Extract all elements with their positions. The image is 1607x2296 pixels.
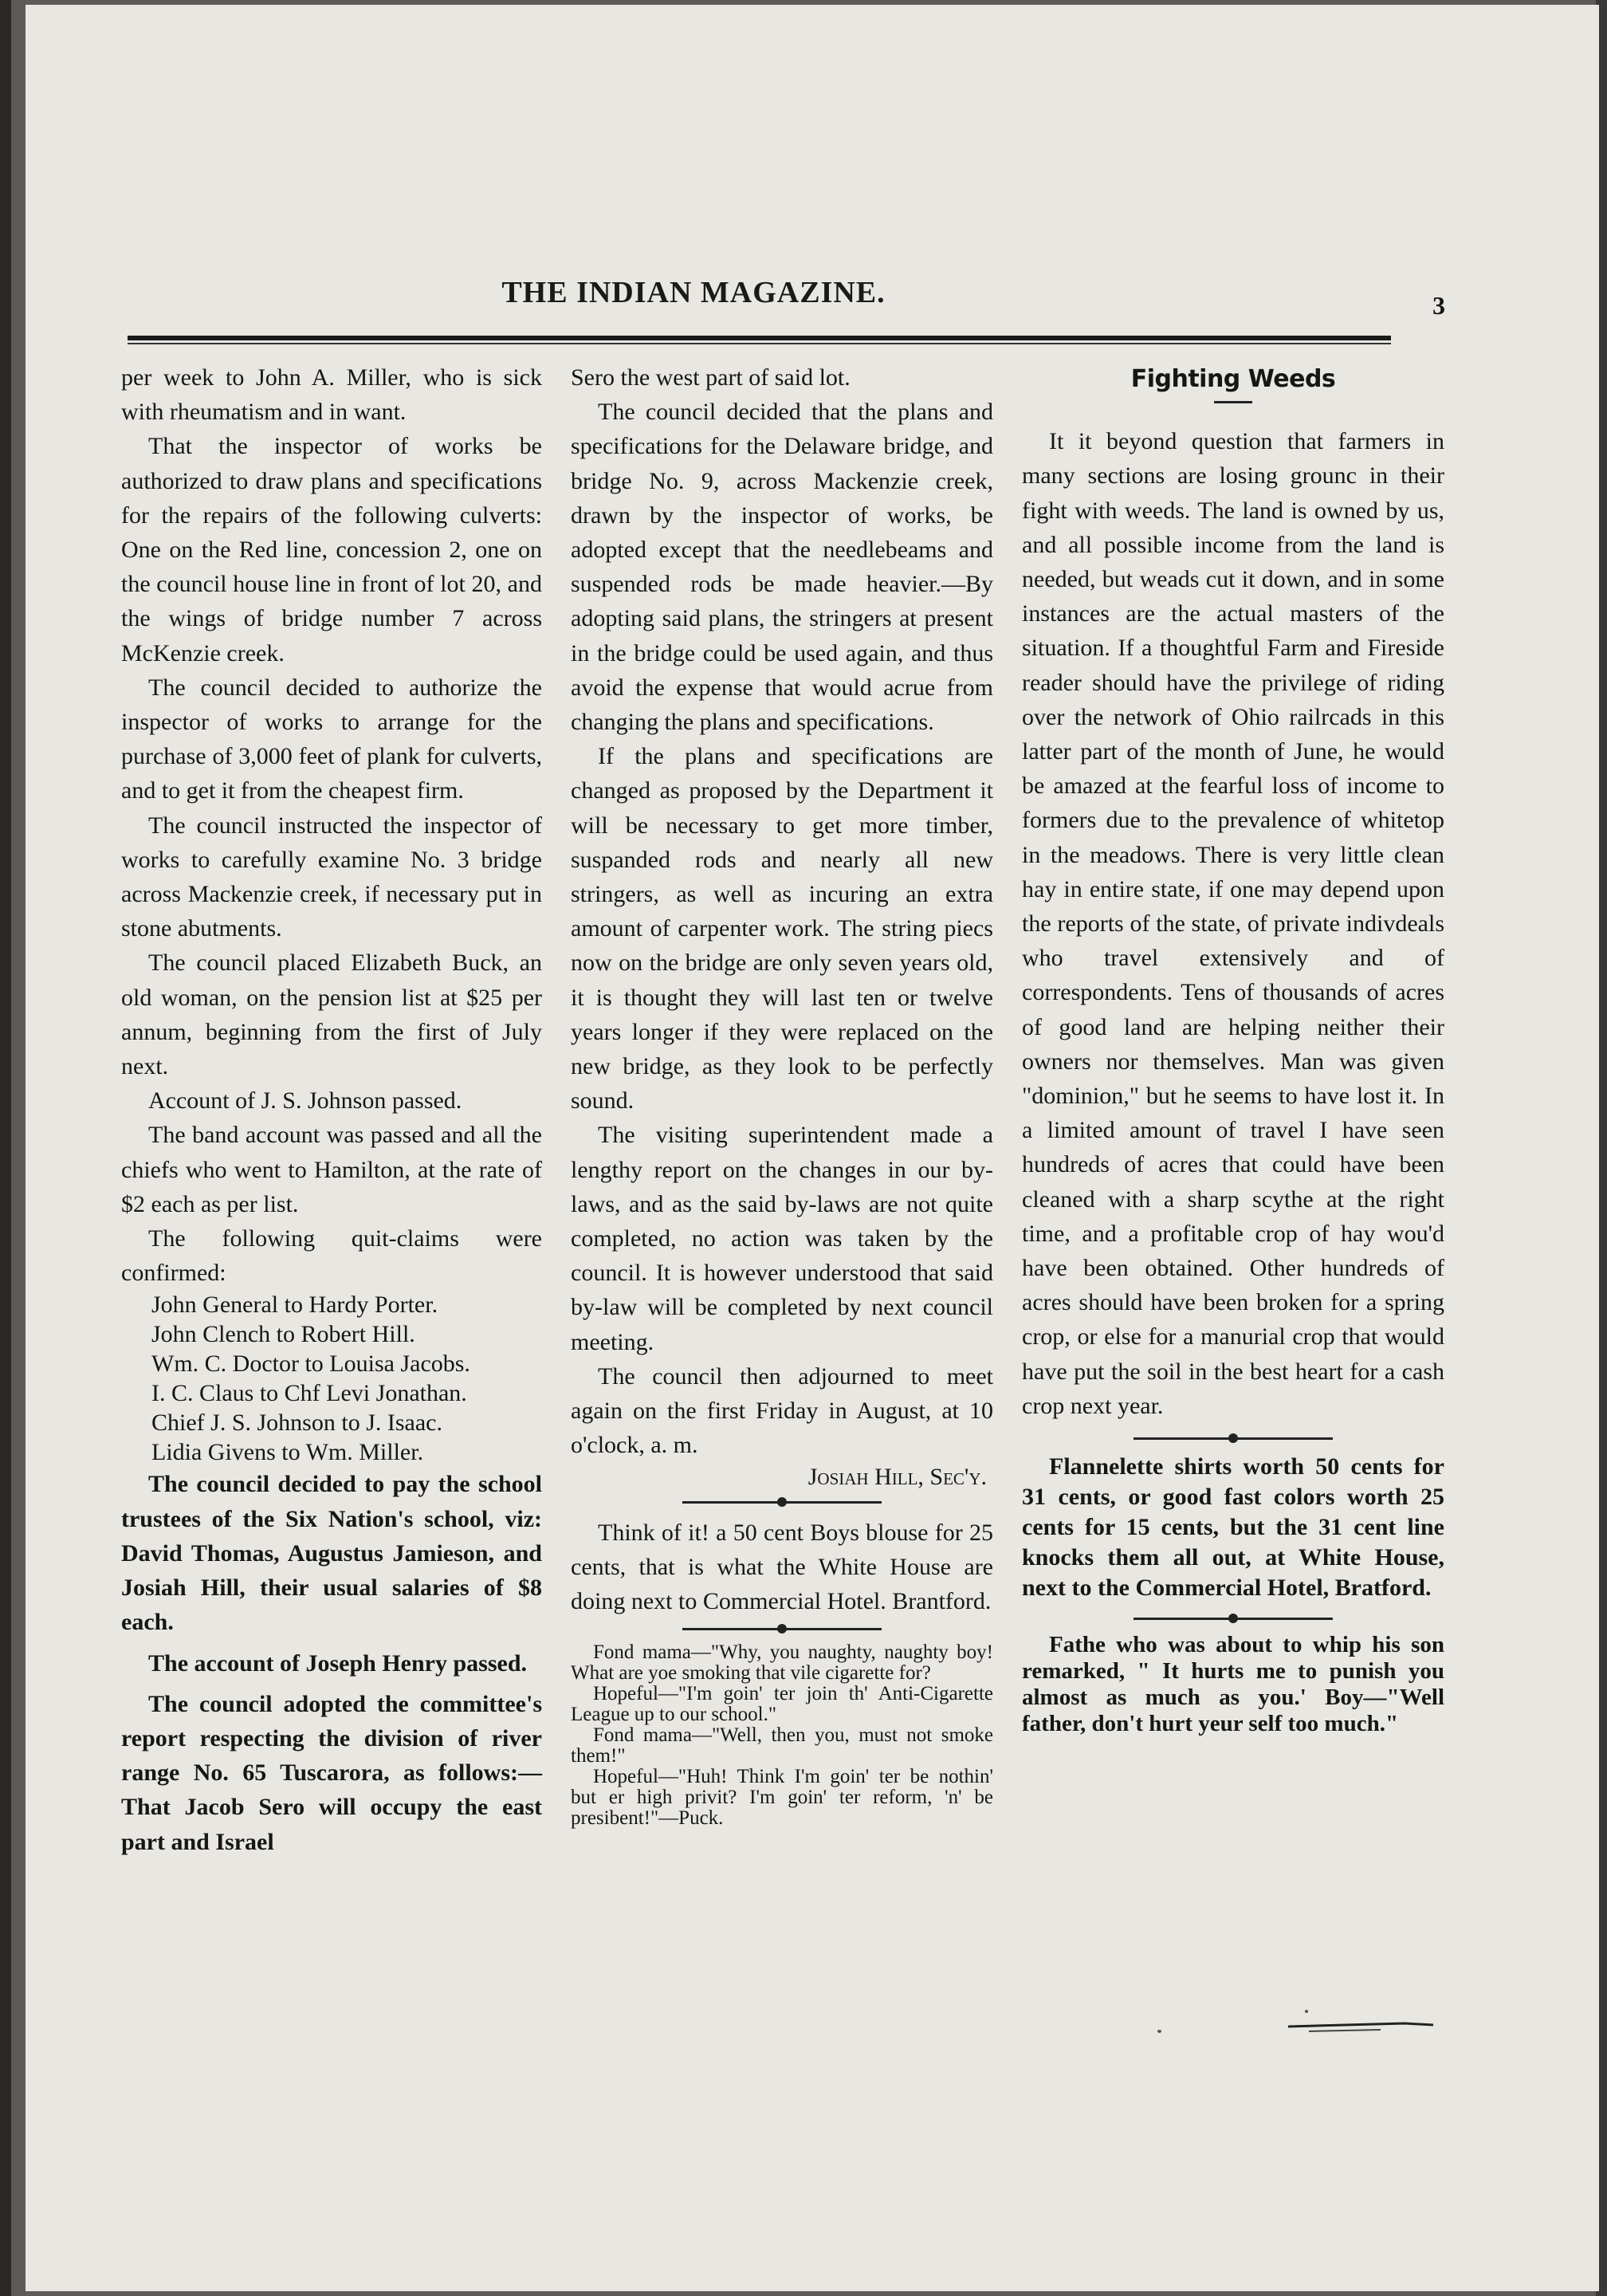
paragraph: The following quit-claims were confirmed: <box>121 1225 542 1287</box>
paragraph: It it beyond question that farmers in many sections are losing grounc in their fight with weeds. The land is owned by us, and all possible income from the land is needed, but weads cut it down, and in some instances are the actual masters of the situation. If a thoughtful Farm and Fireside reader should have the privilege of riding over the network of Ohio railrcads in this latter part of the month of June, he would be amazed at the fearful loss of income to formers due to the prevalence of whitetop in the meadows. There is very little clean hay in entire state, if one may depend upon the reports of the state, of private indivdeals who travel extensively and of correspondents. Tens of thousands of acres of good land are helping neither their owners nor themselves. Man was given "dominion," but he seems to have lost it. In a limited amount of travel I have seen hundreds of acres that could have been cleaned with a sharp scythe at the right time, and a profitable crop of hay wou'd have been obtained. Other hundreds of acres should have been broken for a spring crop, or else for a manurial crop that would have put the soil in the best heart for a cash crop next year. <box>1022 428 1444 1419</box>
paragraph: Account of J. S. Johnson passed. <box>148 1087 462 1115</box>
column-middle <box>571 360 993 1829</box>
paragraph: The visiting superintendent made a lengthy report on the changes in our by-laws, and as the said by-laws are not quite completed, no action was taken by the council. It is however understood that said by-law will be completed by next council meeting. <box>571 1122 993 1355</box>
scan-left-edge <box>0 0 11 2296</box>
joke: Fathe who was about to whip his son remarked, " It hurts me to punish you almost as much as you.' Boy—"Well father, don't hurt yeur self too much." <box>1022 1632 1444 1737</box>
joke-line: Fond mama—"Well, then you, must not smoke them!" <box>571 1724 993 1767</box>
section-title: Fighting Weeds <box>1130 365 1336 393</box>
header-rule <box>128 336 1391 340</box>
paragraph: The band account was passed and all the chiefs who went to Hamilton, at the rate of $2 each as per list. <box>121 1122 542 1217</box>
page-header-title: THE INDIAN MAGAZINE. <box>501 276 886 309</box>
joke-line: Hopeful—"Huh! Think I'm goin' ter be nothin' but er high privit? I'm goin' ter reform, 'n' be presibent!"—Puck. <box>571 1766 993 1830</box>
header-rule-thin <box>128 343 1391 344</box>
joke-line: Fond mama—"Why, you naughty, naughty boy! What are yoe smoking that vile cigarette for? <box>571 1641 993 1685</box>
list-item: John Clench to Robert Hill. <box>151 1321 415 1348</box>
paragraph: per week to John A. Miller, who is sick with rheumatism and in want. <box>121 364 542 426</box>
paragraph: The council decided to pay the school trustees of the Six Nation's school, viz: David Thomas, Augustus Jamieson, and Josiah Hill, their usual salaries of $8 each. <box>121 1471 542 1636</box>
end-flourish <box>1285 2019 1436 2035</box>
title-rule <box>1214 401 1252 403</box>
list-item: Lidia Givens to Wm. Miller. <box>151 1439 424 1466</box>
paragraph: If the plans and specifications are changed as proposed by the Department it will be necessary to get more timber, suspanded rods and nearly all new stringers, as well as incuring an extra amount of carpenter work. The string piecs now on the bridge are only seven years old, it is thought they will last ten or twelve years longer if they were replaced on the new bridge, as they look to be perfectly sound. <box>571 743 993 1115</box>
section-divider <box>1022 1431 1444 1445</box>
list-item: Wm. C. Doctor to Louisa Jacobs. <box>151 1350 470 1378</box>
advertisement: Think of it! a 50 cent Boys blouse for 25 cents, that is what the White House are doing next to Commercial Hotel. Brantford. <box>571 1519 993 1614</box>
list-item: Chief J. S. Johnson to J. Isaac. <box>151 1409 442 1437</box>
paragraph: The account of Joseph Henry passed. <box>148 1649 528 1677</box>
list-item: I. C. Claus to Chf Levi Jonathan. <box>151 1380 467 1407</box>
paragraph: The council instructed the inspector of works to carefully examine No. 3 bridge across Mackenzie creek, if necessary put in stone abutments. <box>121 812 542 942</box>
paragraph: The council placed Elizabeth Buck, an old woman, on the pension list at $25 per annum, beginning from the first of July next. <box>121 949 542 1080</box>
paragraph: The council adopted the committee's report respecting the division of river range No. 65 Tuscarora, as follows:—That Jacob Sero will occupy the east part and Israel <box>121 1690 542 1855</box>
column-left <box>121 360 542 1859</box>
joke-line: Hopeful—"I'm goin' ter join th' Anti-Cigarette League up to our school." <box>571 1683 993 1726</box>
joke-puck <box>571 1642 993 1829</box>
section-divider <box>571 1495 993 1509</box>
page-number: 3 <box>1432 291 1445 320</box>
paragraph: The council then adjourned to meet again on the first Friday in August, at 10 o'clock, a. m. <box>571 1362 993 1459</box>
paragraph: The council decided to authorize the inspector of works to arrange for the purchase of 3,000 feet of plank for culverts, and to get it from the cheapest firm. <box>121 674 542 804</box>
section-divider <box>571 1622 993 1636</box>
paragraph: The council decided that the plans and specifications for the Delaware bridge, and bridge No. 9, across Mackenzie creek, drawn by the inspector of works, be adopted except that the needlebeams and suspended rods be made heavier.—By adopting said plans, the stringers at present in the bridge could be used again, and thus avoid the expense that would acrue from changing the plans and specifications. <box>571 399 993 736</box>
advertisement: Flannelette shirts worth 50 cents for 31 cents, or good fast colors worth 25 cents for 15 cents, but the 31 cent line knocks them all out, at White House, next to the Commercial Hotel, Bratford. <box>1022 1453 1444 1602</box>
paragraph: Sero the west part of said lot. <box>571 364 851 391</box>
secretary-signature: Josiah Hill, Sec'y. <box>807 1463 987 1490</box>
quit-claims-list <box>121 1290 542 1467</box>
list-item: John General to Hardy Porter. <box>151 1292 438 1319</box>
section-divider <box>1022 1611 1444 1626</box>
paragraph: That the inspector of works be authorized to draw plans and specifications for the repairs of the following culverts: One on the Red line, concession 2, one on the council house line in front of lot 20, and the wings of bridge number 7 across McKenzie creek. <box>121 433 542 666</box>
column-right <box>1022 360 1444 1737</box>
